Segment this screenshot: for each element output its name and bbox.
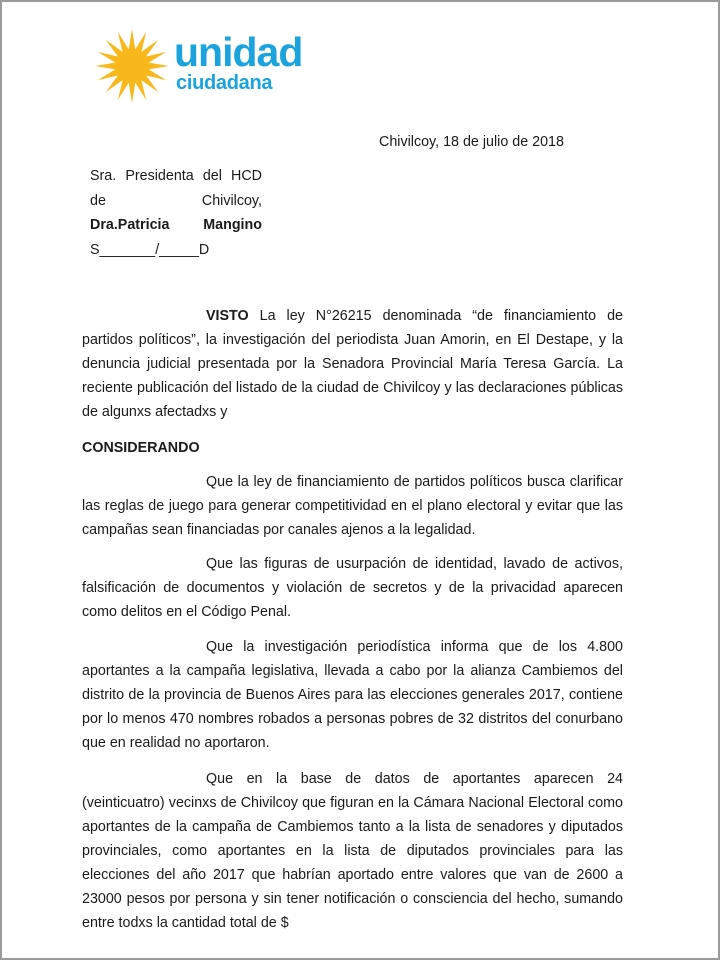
- recipient-word: del: [202, 168, 222, 184]
- visto-text: La ley N°26215 denominada “de financiamiento de partidos políticos”, la investigación del periodista Juan Amorin, en El Destape, y la denuncia judicial presentada por la Senadora Provincial María Teresa García. La reciente publicación del listado de la ciudad de Chivilcoy y las declaraciones públicas de algunxs afectadxs y: [82, 308, 623, 420]
- brand-name-line1: unidad: [174, 29, 303, 75]
- paragraph-text: Que la investigación periodística informa que de los 4.800 aportantes a la campaña legislativa, llevada a cabo por la alianza Cambiemos del distrito de la provincia de Buenos Aires para las elecciones generales 2017, contiene por lo menos 470 nombres robados a personas pobres de 32 distritos del conurbano que en realidad no aportaron.: [82, 639, 623, 751]
- recipient-word: Mangino: [203, 217, 262, 233]
- date-line: Chivilcoy, 18 de julio de 2018: [379, 134, 564, 150]
- recipient-line-3: [90, 213, 262, 237]
- considerando-paragraph-4: [82, 767, 623, 935]
- recipient-word: Chivilcoy,: [201, 193, 262, 209]
- recipient-word: HCD: [231, 168, 262, 184]
- recipient-word: de: [90, 193, 106, 209]
- paragraph-text: Que las figuras de usurpación de identidad, lavado de activos, falsificación de documentos y violación de secretos y de la privacidad aparecen como delitos en el Código Penal.: [82, 556, 623, 620]
- considerando-heading: CONSIDERANDO: [82, 440, 200, 456]
- brand-name-line2: ciudadana: [176, 72, 273, 94]
- considerando-paragraph-2: [82, 552, 623, 624]
- considerando-paragraph-1: [82, 470, 623, 542]
- recipient-line-1: [90, 164, 262, 188]
- recipient-word: Dra.Patricia: [90, 217, 170, 233]
- recipient-line-2: [90, 189, 262, 213]
- considerando-paragraph-3: [82, 635, 623, 755]
- sun-icon: [94, 28, 170, 104]
- recipient-line-4: S_______/_____D: [90, 242, 210, 258]
- paragraph-text: Que en la base de datos de aportantes aparecen 24 (veinticuatro) vecinxs de Chivilcoy que figuran en la Cámara Nacional Electoral como aportantes de la campaña de Cambiemos tanto a la lista de senadores y diputados provinciales, como aportantes en la lista de diputados provinciales para las elecciones del año 2017 que habrían aportado entre valores que van de 2600 a 23000 pesos por persona y sin tener notificación o consciencia del hecho, sumando entre todxs la cantidad total de $: [82, 771, 623, 931]
- visto-label: VISTO: [206, 308, 249, 324]
- recipient-word: Presidenta: [125, 168, 194, 184]
- recipient-word: Sra.: [90, 168, 117, 184]
- paragraph-text: Que la ley de financiamiento de partidos políticos busca clarificar las reglas de juego para generar competitividad en el plano electoral y evitar que las campañas sean financiadas por canales ajenos a la legalidad.: [82, 474, 623, 538]
- visto-paragraph: [82, 304, 623, 424]
- letterhead-logo: [94, 28, 324, 108]
